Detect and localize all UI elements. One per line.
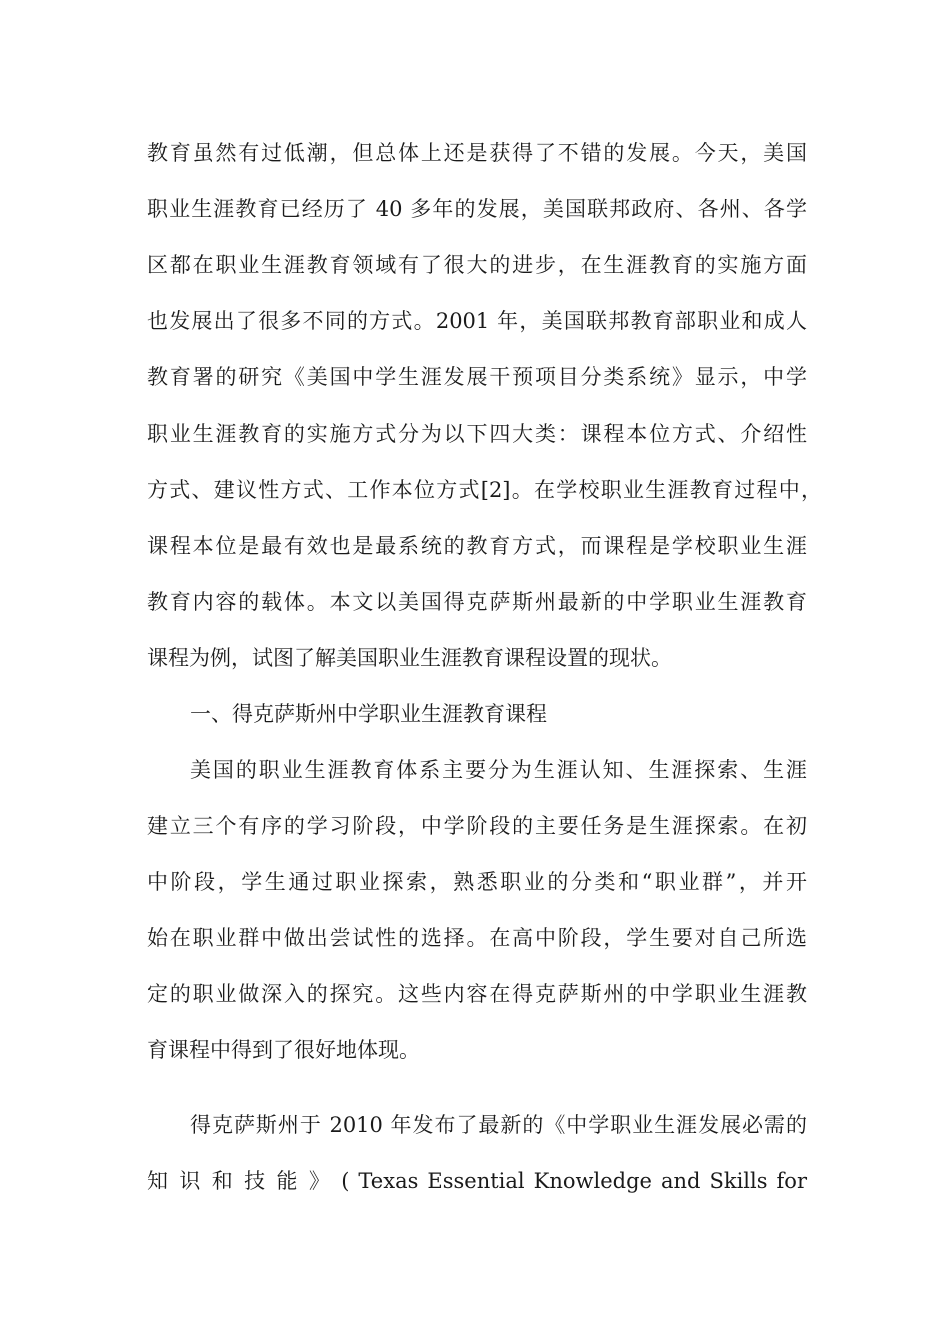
section-heading: 一、得克萨斯州中学职业生涯教育课程 [190, 702, 547, 726]
paragraph-line: 建立三个有序的学习阶段，中学阶段的主要任务是生涯探索。在初 [147, 814, 807, 838]
paragraph-line: 方式、建议性方式、工作本位方式[2]。在学校职业生涯教育过程中， [147, 478, 822, 502]
paragraph-line: 始在职业群中做出尝试性的选择。在高中阶段，学生要对自己所选 [147, 926, 807, 950]
paragraph-line: 美国的职业生涯教育体系主要分为生涯认知、生涯探索、生涯 [190, 758, 807, 782]
paragraph-line: 知 识 和 技 能 》 ( Texas Essential Knowledge and Skills for [147, 1169, 807, 1193]
paragraph-line: 课程为例，试图了解美国职业生涯教育课程设置的现状。 [147, 646, 672, 670]
paragraph-line: 定的职业做深入的探究。这些内容在得克萨斯州的中学职业生涯教 [147, 982, 807, 1006]
paragraph-line: 课程本位是最有效也是最系统的教育方式，而课程是学校职业生涯 [147, 534, 807, 558]
paragraph-line: 教育内容的载体。本文以美国得克萨斯州最新的中学职业生涯教育 [147, 590, 807, 614]
paragraph-line: 得克萨斯州于 2010 年发布了最新的《中学职业生涯发展必需的 [190, 1113, 807, 1137]
paragraph-line: 区都在职业生涯教育领域有了很大的进步，在生涯教育的实施方面 [147, 253, 807, 277]
paragraph-line: 职业生涯教育的实施方式分为以下四大类：课程本位方式、介绍性 [147, 422, 807, 446]
paragraph-line: 育课程中得到了很好地体现。 [147, 1038, 420, 1062]
paragraph-line: 教育虽然有过低潮，但总体上还是获得了不错的发展。今天，美国 [147, 141, 807, 165]
paragraph-line: 中阶段，学生通过职业探索，熟悉职业的分类和“职业群”，并开 [147, 870, 807, 894]
paragraph-line: 也发展出了很多不同的方式。2001 年，美国联邦教育部职业和成人 [147, 309, 807, 333]
paragraph-line: 职业生涯教育已经历了 40 多年的发展，美国联邦政府、各州、各学 [147, 197, 807, 221]
paragraph-line: 教育署的研究《美国中学生涯发展干预项目分类系统》显示，中学 [147, 365, 807, 389]
